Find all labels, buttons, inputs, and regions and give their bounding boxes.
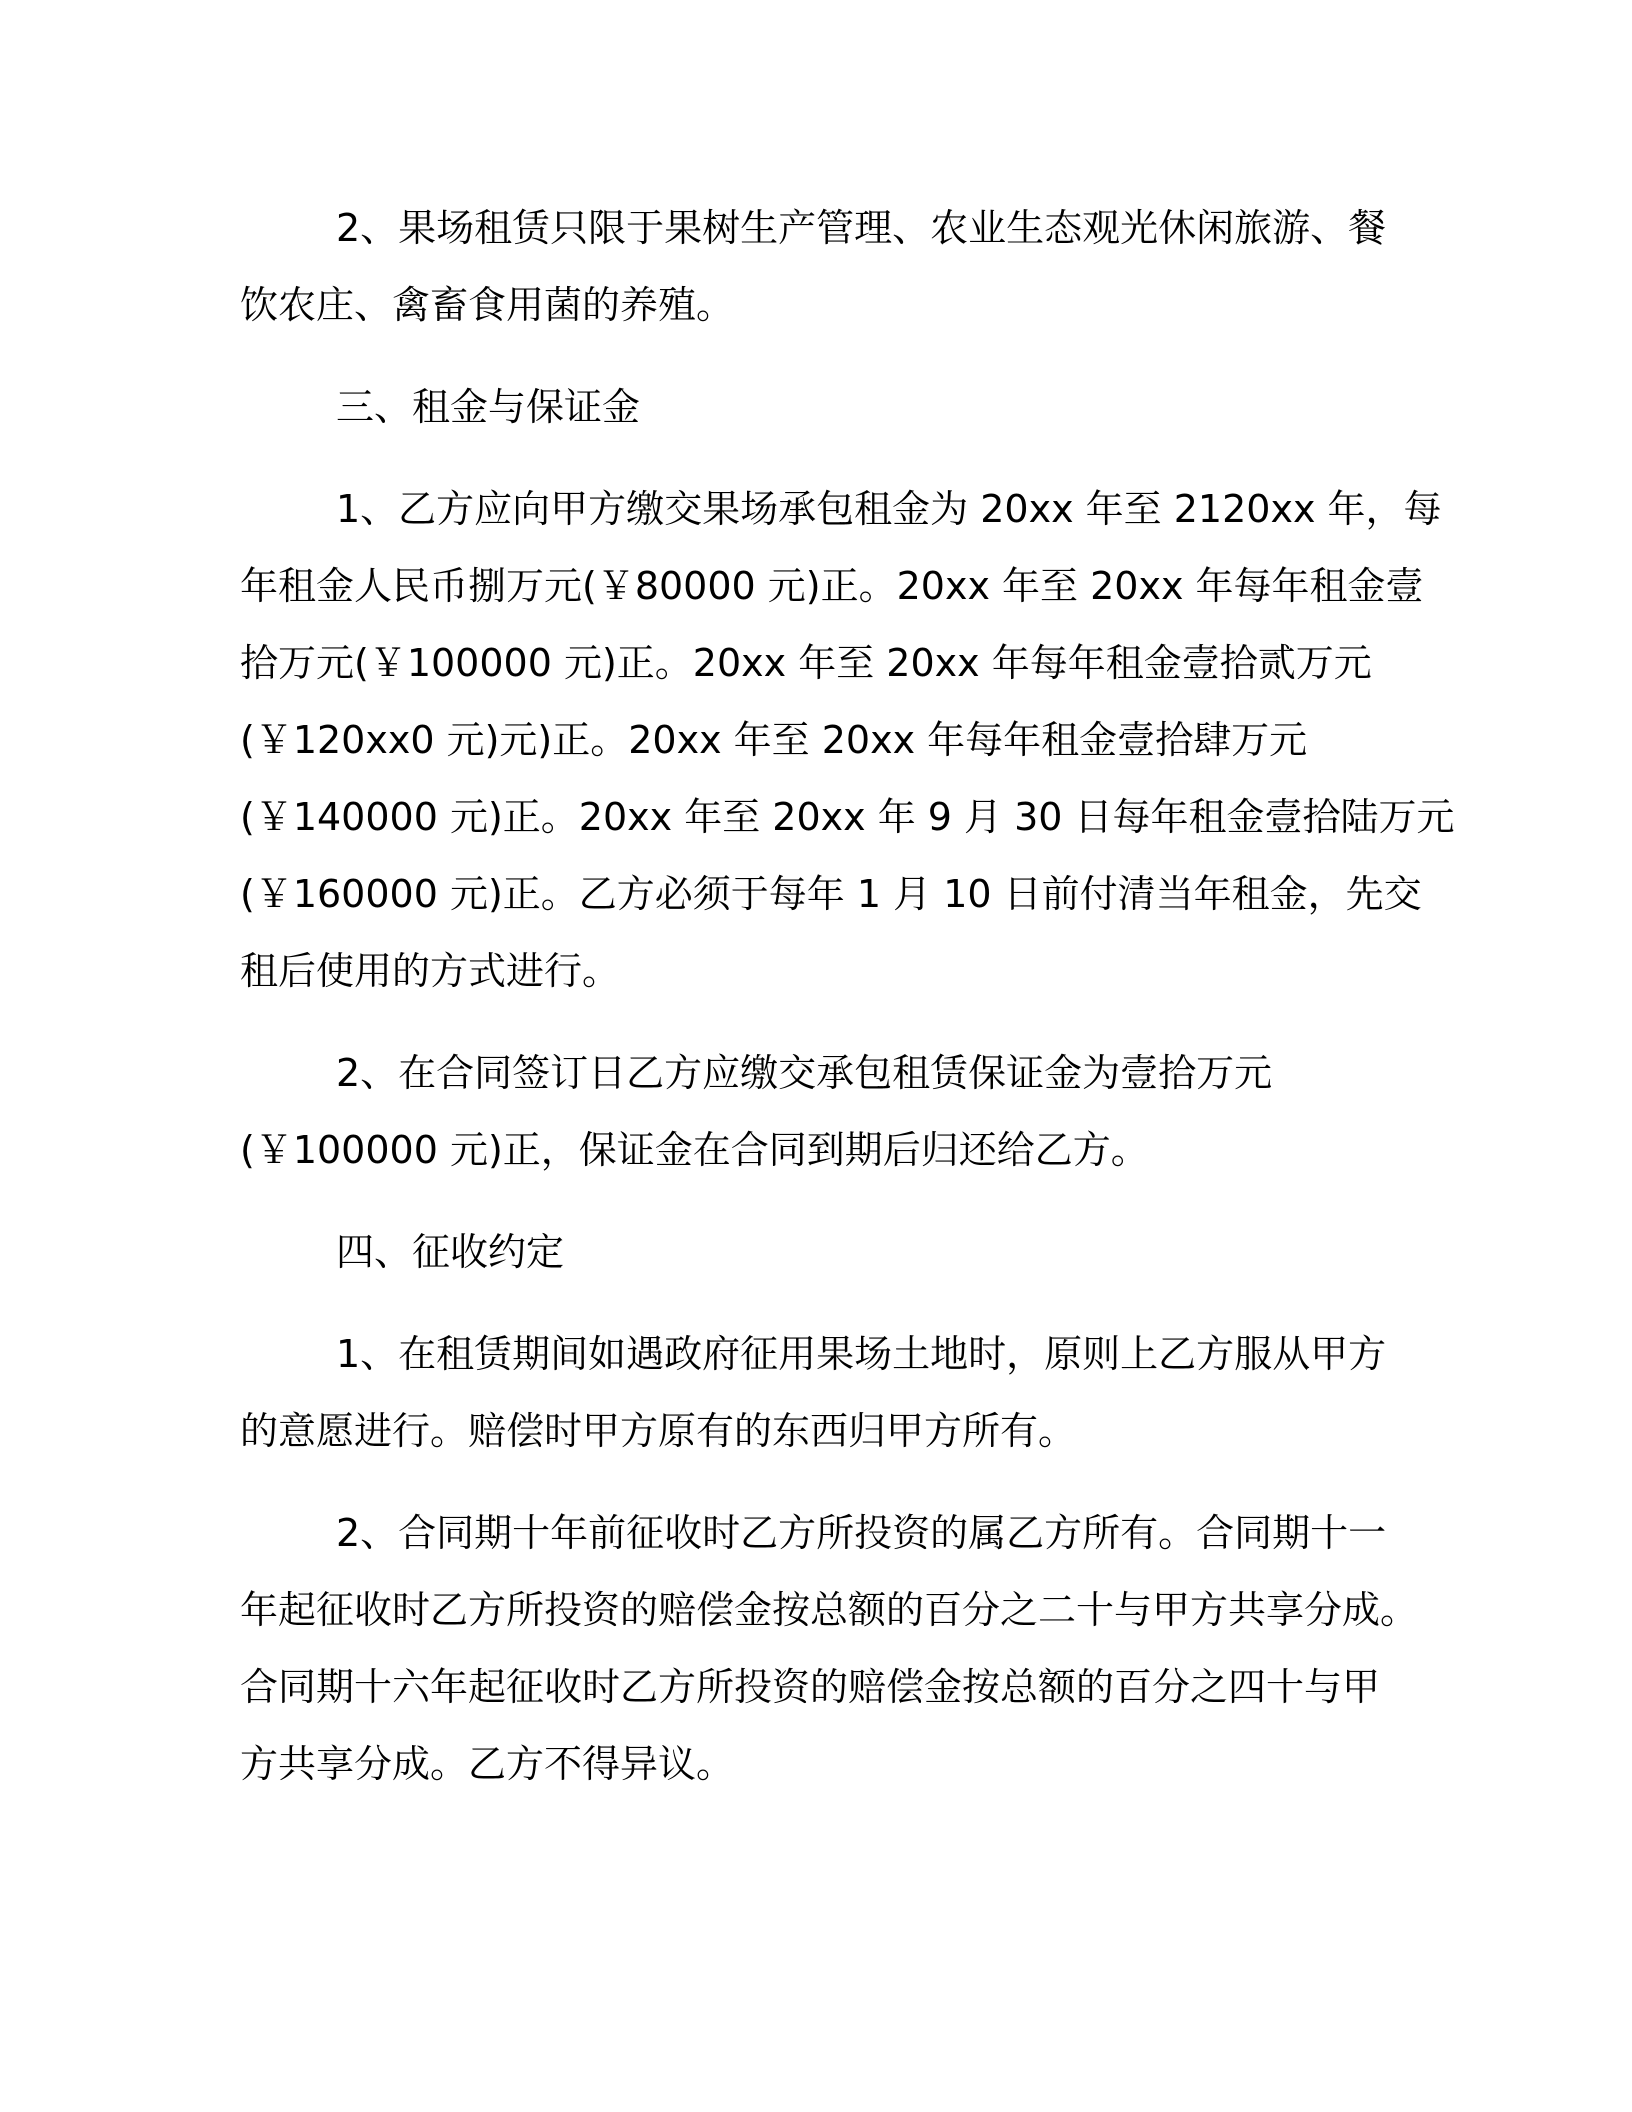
- text-line: 合同期十六年起征收时乙方所投资的赔偿金按总额的百分之四十与甲: [240, 1665, 1381, 1709]
- text-line: 租后使用的方式进行。: [240, 949, 621, 993]
- text-line: (￥160000 元)正。乙方必须于每年 1 月 10 日前付清当年租金，先交: [240, 872, 1422, 916]
- paragraph-expropriation-principle: [240, 1316, 1390, 1470]
- section-heading-rent-deposit: 三、租金与保证金: [336, 385, 641, 429]
- paragraph-usage-scope: [240, 190, 1390, 344]
- text-line: 的意愿进行。赔偿时甲方原有的东西归甲方所有。: [240, 1409, 1077, 1453]
- text-line: 1、乙方应向甲方缴交果场承包租金为 20xx 年至 2120xx 年，每: [336, 487, 1442, 531]
- text-line: 年起征收时乙方所投资的赔偿金按总额的百分之二十与甲方共享分成。: [240, 1588, 1419, 1632]
- paragraph-rent-schedule: [240, 471, 1455, 1010]
- text-line: 饮农庄、禽畜食用菌的养殖。: [240, 283, 735, 327]
- document-page: [240, 190, 1455, 1828]
- text-line: 2、合同期十年前征收时乙方所投资的属乙方所有。合同期十一: [336, 1511, 1387, 1555]
- text-line: (￥140000 元)正。20xx 年至 20xx 年 9 月 30 日每年租金壹拾陆万元: [240, 795, 1455, 839]
- text-line: 方共享分成。乙方不得异议。: [240, 1742, 735, 1786]
- text-line: (￥100000 元)正，保证金在合同到期后归还给乙方。: [240, 1128, 1149, 1172]
- text-line: 1、在租赁期间如遇政府征用果场土地时，原则上乙方服从甲方: [336, 1332, 1387, 1376]
- text-line: (￥120xx0 元)元)正。20xx 年至 20xx 年每年租金壹拾肆万元: [240, 718, 1308, 762]
- text-line: 2、果场租赁只限于果树生产管理、农业生态观光休闲旅游、餐: [336, 206, 1387, 250]
- text-line: 年租金人民币捌万元(￥80000 元)正。20xx 年至 20xx 年每年租金壹: [240, 564, 1424, 608]
- text-line: 2、在合同签订日乙方应缴交承包租赁保证金为壹拾万元: [336, 1051, 1273, 1095]
- section-heading-expropriation: 四、征收约定: [336, 1230, 565, 1274]
- text-line: 拾万元(￥100000 元)正。20xx 年至 20xx 年每年租金壹拾贰万元: [240, 641, 1372, 685]
- paragraph-compensation-split: [240, 1495, 1419, 1803]
- paragraph-deposit: [240, 1035, 1390, 1189]
